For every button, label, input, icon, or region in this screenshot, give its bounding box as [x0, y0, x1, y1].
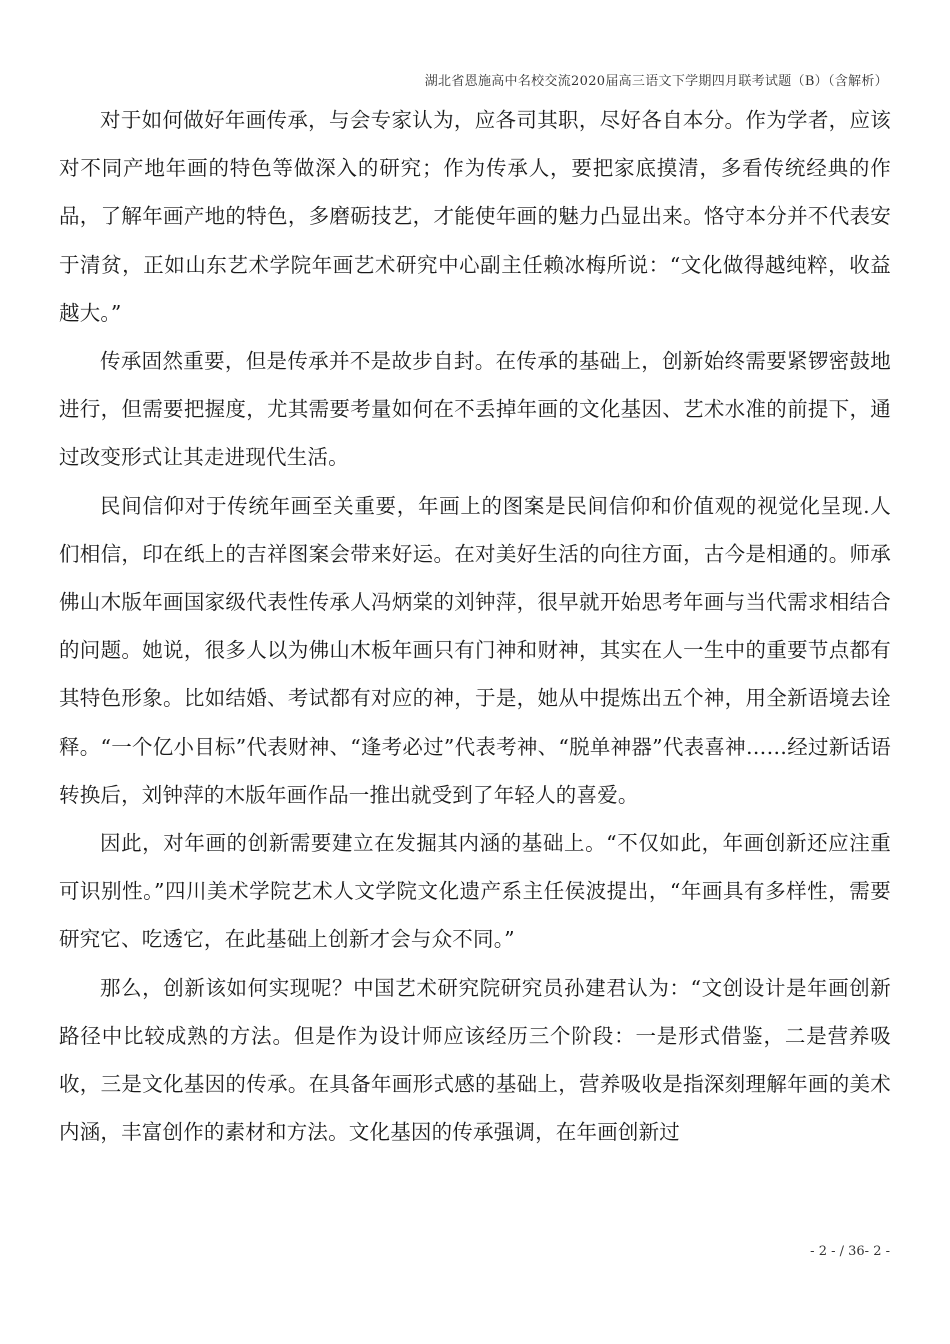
running-header: 湖北省恩施高中名校交流2020届高三语文下学期四月联考试题（B）（含解析）	[424, 74, 888, 89]
paragraph-5: 那么，创新该如何实现呢？中国艺术研究院研究员孙建君认为：“文创设计是年画创新路径中比较成熟的方法。但是作为设计师应该经历三个阶段：一是形式借鉴，二是营养吸收，三是文化基因的传承。在具备年画形式感的基础上，营养吸收是指深刻理解年画的美术内涵，丰富创作的素材和方法。文化基因的传承强调，在年画创新过	[59, 975, 891, 1145]
page-number: - 2 - / 36- 2 -	[810, 1244, 890, 1259]
paragraph-4: 因此，对年画的创新需要建立在发掘其内涵的基础上。“不仅如此，年画创新还应注重可识别性。”四川美术学院艺术人文学院文化遗产系主任侯波提出，“年画具有多样性，需要研究它、吃透它，在此基础上创新才会与众不同。”	[59, 831, 891, 952]
paragraph-2: 传承固然重要，但是传承并不是故步自封。在传承的基础上，创新始终需要紧锣密鼓地进行，但需要把握度，尤其需要考量如何在不丢掉年画的文化基因、艺术水准的前提下，通过改变形式让其走进现代生活。	[59, 349, 891, 470]
body-text	[59, 96, 891, 1156]
paragraph-3: 民间信仰对于传统年画至关重要，年画上的图案是民间信仰和价值观的视觉化呈现.人们相信，印在纸上的吉祥图案会带来好运。在对美好生活的向往方面，古今是相通的。师承佛山木版年画国家级代表性传承人冯炳棠的刘钟萍，很早就开始思考年画与当代需求相结合的问题。她说，很多人以为佛山木板年画只有门神和财神，其实在人一生中的重要节点都有其特色形象。比如结婚、考试都有对应的神，于是，她从中提炼出五个神，用全新语境去诠释。“一个亿小目标”代表财神、“逢考必过”代表考神、“脱单神器”代表喜神……经过新话语转换后，刘钟萍的木版年画作品一推出就受到了年轻人的喜爱。	[59, 493, 891, 807]
paragraph-1: 对于如何做好年画传承，与会专家认为，应各司其职，尽好各自本分。作为学者，应该对不同产地年画的特色等做深入的研究；作为传承人，要把家底摸清，多看传统经典的作品，了解年画产地的特色，多磨砺技艺，才能使年画的魅力凸显出来。恪守本分并不代表安于清贫，正如山东艺术学院年画艺术研究中心副主任赖冰梅所说：“文化做得越纯粹，收益越大。”	[59, 108, 891, 325]
